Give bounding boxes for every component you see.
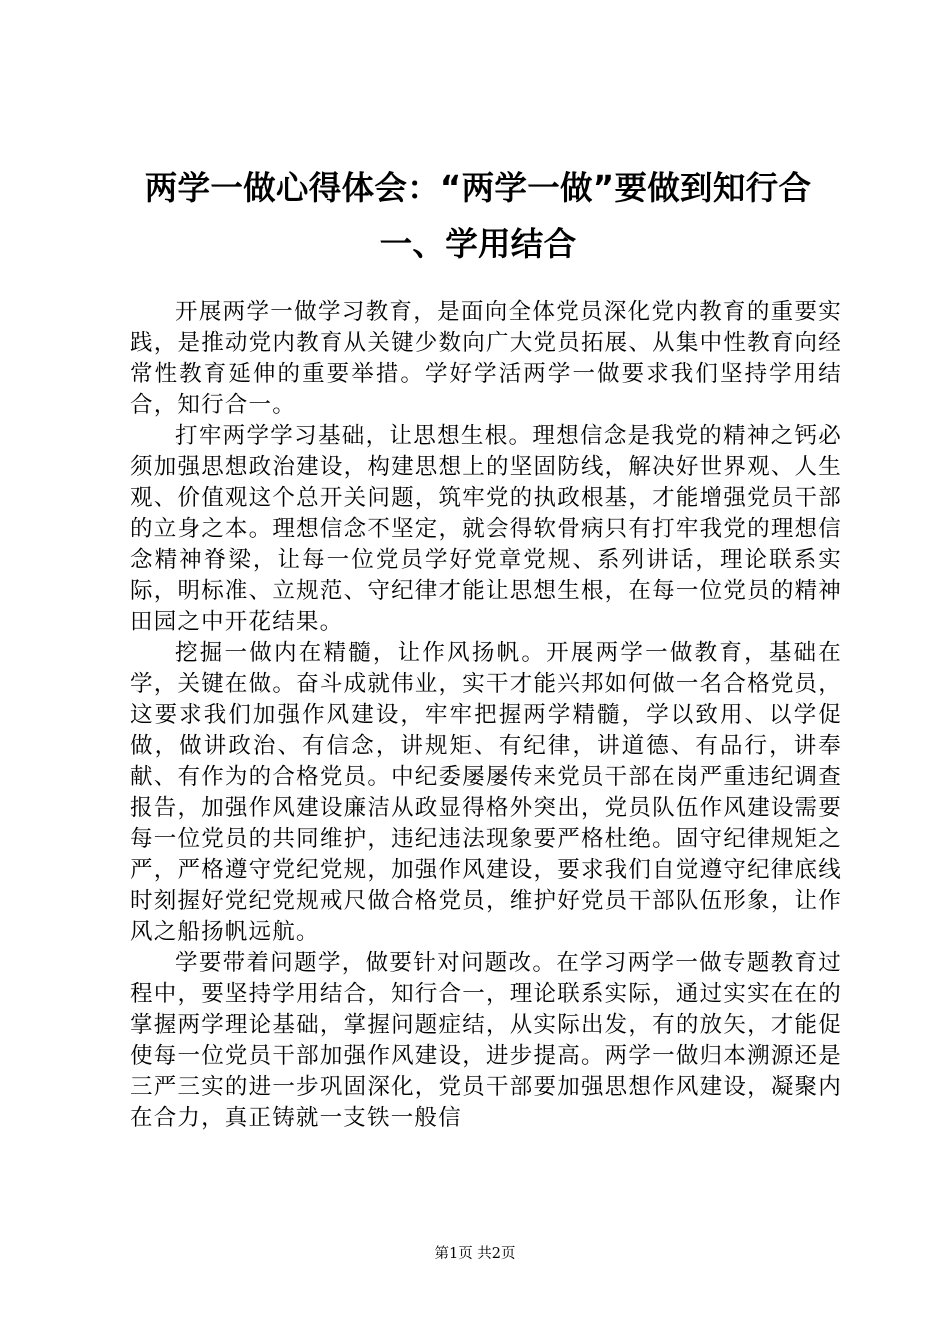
paragraph-2: 打牢两学学习基础，让思想生根。理想信念是我党的精神之钙必须加强思想政治建设，构建思想上的坚固防线，解决好世界观、人生观、价值观这个总开关问题，筑牢党的执政根基，才能增强党员干部的立身之本。理想信念不坚定，就会得软骨病只有打牢我党的理想信念精神脊梁，让每一位党员学好党章党规、系列讲话，理论联系实际，明标准、立规范、守纪律才能让思想生根，在每一位党员的精神田园之中开花结果。 [130, 423, 842, 635]
paragraph-4: 学要带着问题学，做要针对问题改。在学习两学一做专题教育过程中，要坚持学用结合，知行合一，理论联系实际，通过实实在在的掌握两学理论基础，掌握问题症结，从实际出发，有的放矢，才能促使每一位党员干部加强作风建设，进步提高。两学一做归本溯源还是三严三实的进一步巩固深化，党员干部要加强思想作风建设，凝聚内在合力，真正铸就一支铁一般信 [130, 950, 842, 1131]
paragraph-3: 挖掘一做内在精髓，让作风扬帆。开展两学一做教育，基础在学，关键在做。奋斗成就伟业，实干才能兴邦如何做一名合格党员，这要求我们加强作风建设，牢牢把握两学精髓，学以致用、以学促做，做讲政治、有信念，讲规矩、有纪律，讲道德、有品行，讲奉献、有作为的合格党员。中纪委屡屡传来党员干部在岗严重违纪调查报告，加强作风建设廉洁从政显得格外突出，党员队伍作风建设需要每一位党员的共同维护，违纪违法现象要严格杜绝。固守纪律规矩之严，严格遵守党纪党规，加强作风建设，要求我们自觉遵守纪律底线时刻握好党纪党规戒尺做合格党员，维护好党员干部队伍形象，让作风之船扬帆远航。 [130, 640, 842, 945]
page-footer: 第1页 共2页 [434, 1246, 516, 1262]
document-body [130, 297, 842, 1134]
paragraph-1: 开展两学一做学习教育，是面向全体党员深化党内教育的重要实践，是推动党内教育从关键少数向广大党员拓展、从集中性教育向经常性教育延伸的重要举措。学好学活两学一做要求我们坚持学用结合，知行合一。 [130, 299, 842, 418]
document-title: 两学一做心得体会：“两学一做”要做到知行合一、学用结合 [144, 169, 812, 263]
